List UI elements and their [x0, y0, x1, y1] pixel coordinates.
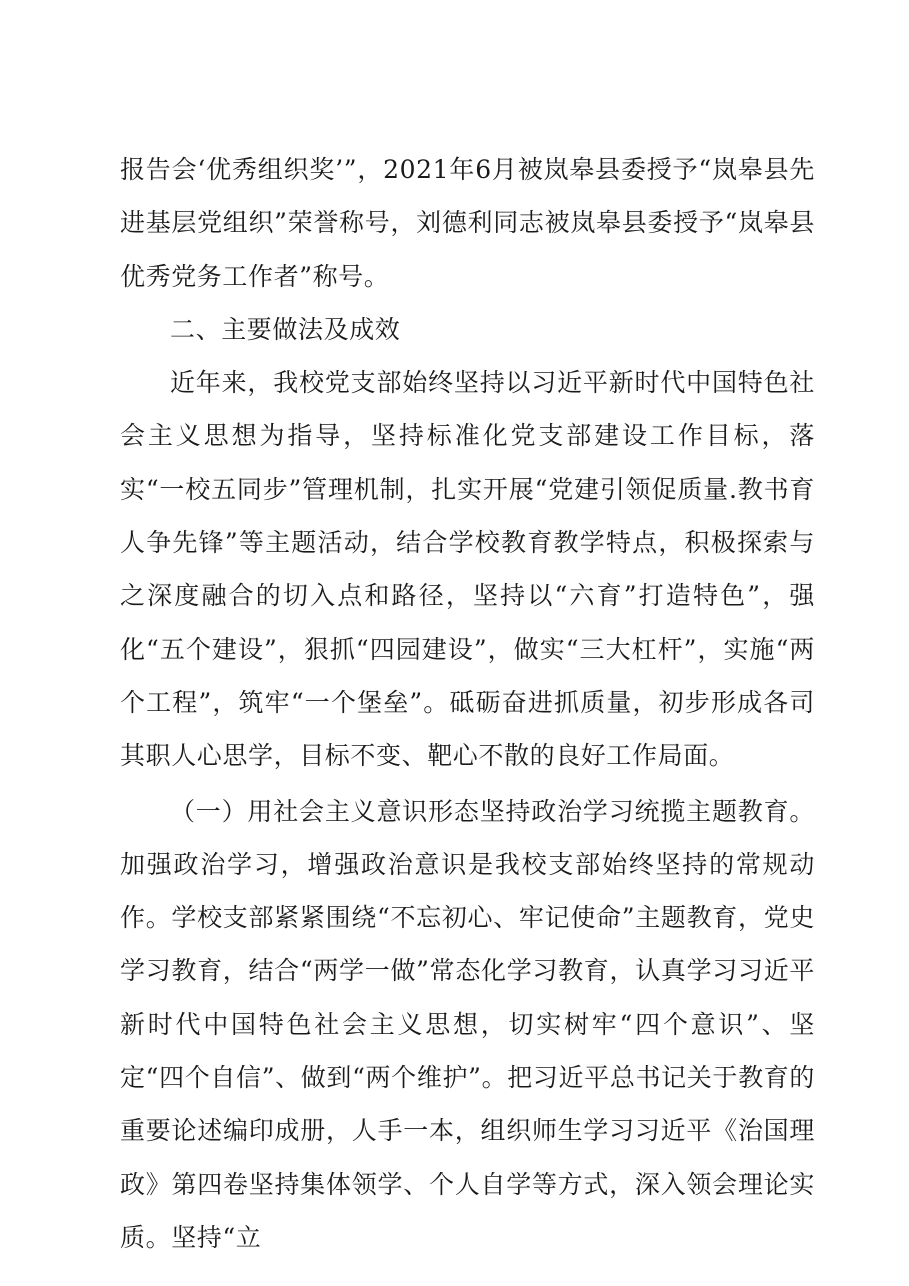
document-body: [120, 143, 815, 1264]
paragraph-recent-years: 近年来，我校党支部始终坚持以习近平新时代中国特色社会主义思想为指导，坚持标准化党支部建设工作目标，落实“一校五同步”管理机制，扎实开展“党建引领促质量.教书育人争先锋”等主题活动，结合学校教育教学特点，积极探索与之深度融合的切入点和路径，坚持以“六育”打造特色”，强化“五个建设”，狠抓“四园建设”，做实“三大杠杆”，实施“两个工程”，筑牢“一个堡垒”。砥砺奋进抓质量，初步形成各司其职人心思学，目标不变、靶心不散的良好工作局面。: [120, 368, 815, 771]
paragraph-political-study: （一）用社会主义意识形态坚持政治学习统揽主题教育。加强政治学习，增强政治意识是我校支部始终坚持的常规动作。学校支部紧紧围绕“不忘初心、牢记使命”主题教育，党史学习教育，结合“两学一做”常态化学习教育，认真学习习近平新时代中国特色社会主义思想，切实树牢“四个意识”、坚定“四个自信”、做到“两个维护”。把习近平总书记关于教育的重要论述编印成册，人手一本，组织师生学习习近平《治国理政》第四卷坚持集体领学、个人自学等方式，深入领会理论实质。坚持“立: [120, 796, 815, 1252]
paragraph-award-continuation: 报告会‘优秀组织奖’”，2021年6月被岚皋县委授予“岚皋县先进基层党组织”荣誉称号，刘德利同志被岚皋县委授予“岚皋县优秀党务工作者”称号。: [120, 155, 815, 291]
section-heading-main-practices: 二、主要做法及成效: [170, 314, 401, 344]
